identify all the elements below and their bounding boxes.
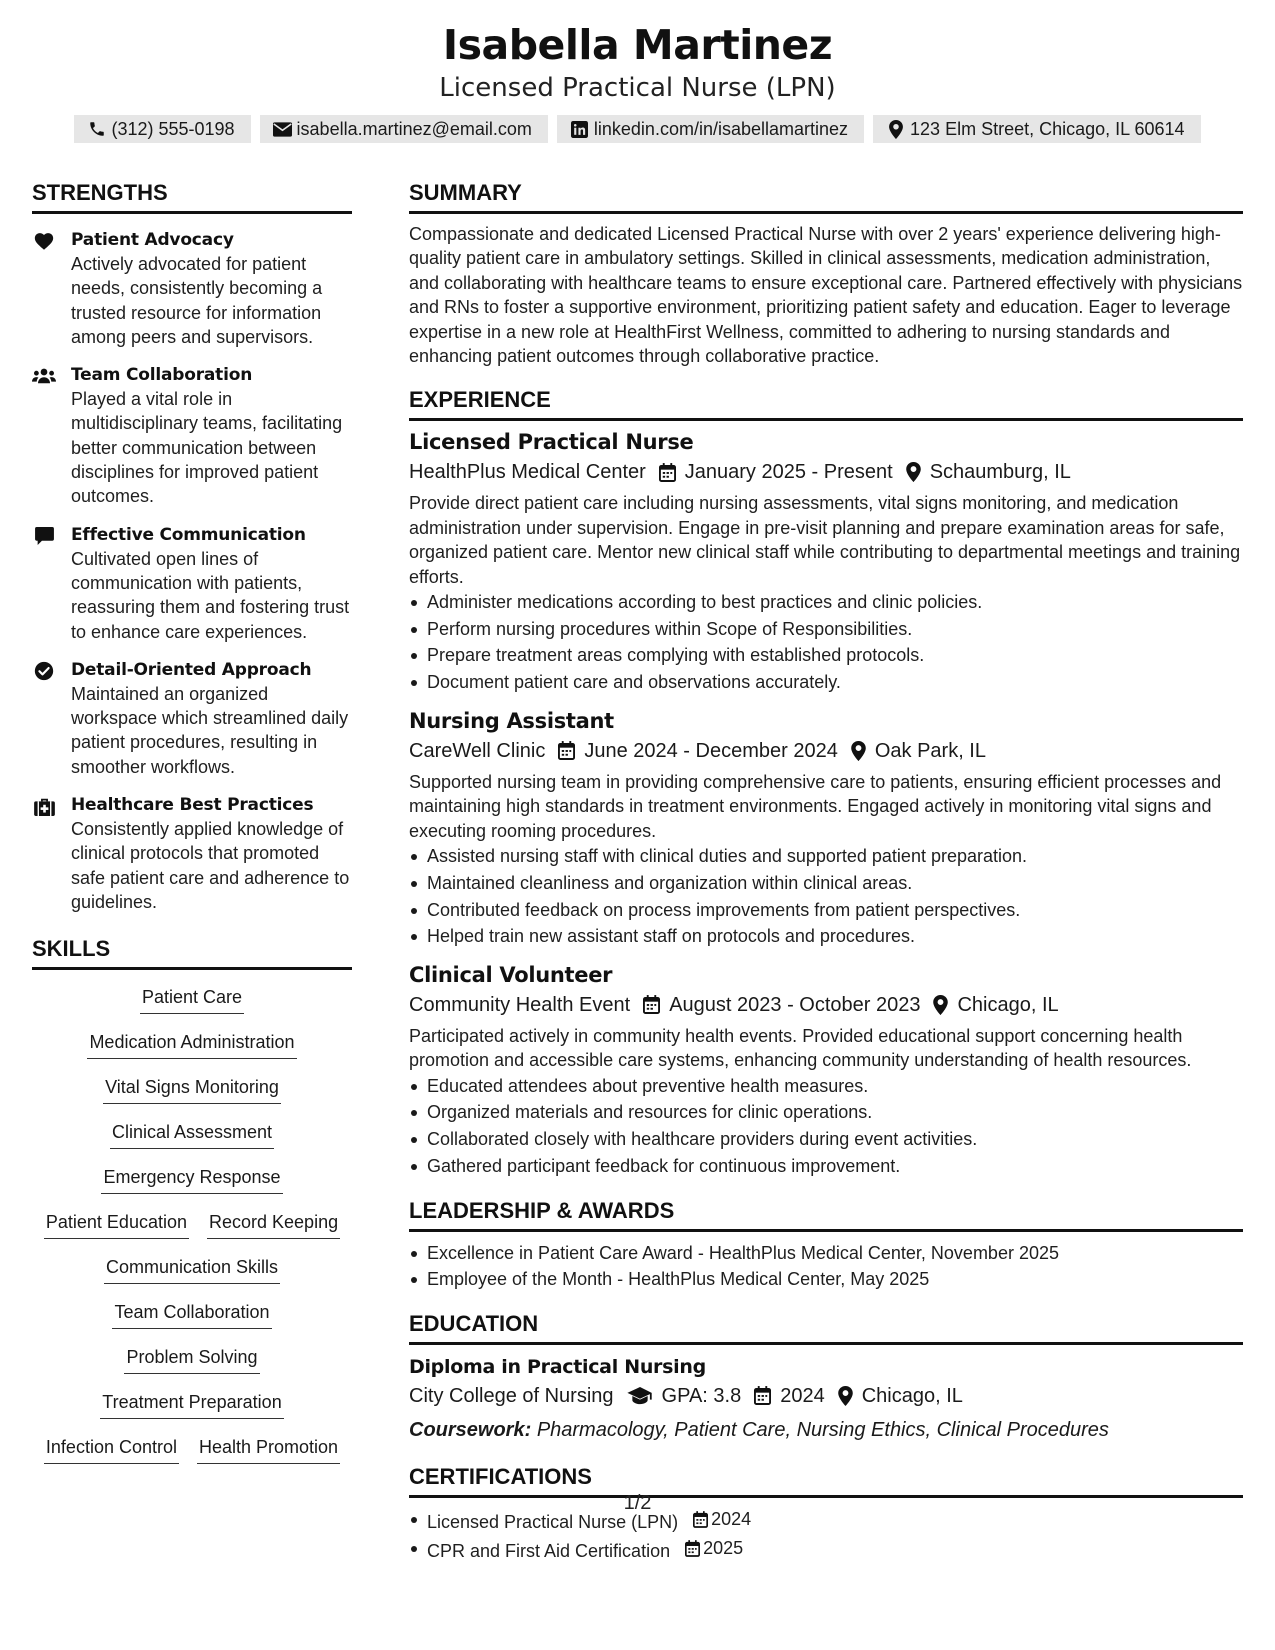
calendar-icon xyxy=(558,741,575,760)
contact-phone[interactable] xyxy=(74,115,250,143)
skill-tag: Communication Skills xyxy=(104,1254,280,1284)
leadership-item: Employee of the Month - HealthPlus Medical Center, May 2025 xyxy=(409,1266,1243,1293)
job-bullet: Administer medications according to best practices and clinic policies. xyxy=(409,589,1243,616)
map-pin-icon xyxy=(933,995,948,1015)
skill-tag: Health Promotion xyxy=(197,1434,340,1464)
skill-tag: Medication Administration xyxy=(87,1029,296,1059)
summary-text: Compassionate and dedicated Licensed Practical Nurse with over 2 years' experience delivering high-quality patient care in ambulatory settings. Skilled in clinical assessments, medication administration, and collaborating with healthcare teams to ensure exceptional care. Partnered effectively with physicians and RNs to foster a supportive environment, prioritizing patient safety and education. Eager to leverage expertise in a new role at HealthFirst Wellness, committed to adhering to nursing standards and enhancing patient outcomes through collaborative practice. xyxy=(409,224,1243,367)
certification-year: 2025 xyxy=(703,1538,744,1559)
contact-phone-text: (312) 555-0198 xyxy=(111,118,235,139)
skill-row xyxy=(32,1344,352,1389)
strength-desc: Played a vital role in multidisciplinary teams, facilitating better communication between disciplines for improved patient outcomes. xyxy=(71,389,343,507)
strength-item xyxy=(32,793,352,914)
skill-row xyxy=(32,1119,352,1164)
map-pin-icon xyxy=(851,741,866,761)
skill-tag: Vital Signs Monitoring xyxy=(103,1074,281,1104)
page-number: 1/2 xyxy=(623,1492,652,1514)
candidate-name: Isabella Martinez xyxy=(442,21,833,69)
job-description: Participated actively in community health events. Provided educational support concerning health promotion and accessible care systems, enhancing community understanding of health resources. xyxy=(409,1025,1192,1071)
company-name: HealthPlus Medical Center xyxy=(409,461,646,484)
skill-tag: Team Collaboration xyxy=(112,1299,271,1329)
job-meta xyxy=(409,736,1243,766)
skill-tag: Clinical Assessment xyxy=(110,1119,274,1149)
skill-tag: Patient Education xyxy=(44,1209,189,1239)
certifications-heading: CERTIFICATIONS xyxy=(409,1462,1243,1498)
strength-desc: Cultivated open lines of communication with patients, reassuring them and fostering trust to enhance care experiences. xyxy=(71,548,350,642)
medical-kit-icon xyxy=(32,796,56,816)
job-bullet: Assisted nursing staff with clinical duties and supported patient preparation. xyxy=(409,843,1243,870)
envelope-icon xyxy=(272,118,294,140)
strength-item xyxy=(32,363,352,508)
skill-tag: Emergency Response xyxy=(101,1164,282,1194)
skill-row xyxy=(32,1299,352,1344)
comment-icon xyxy=(32,526,56,546)
school-location: Chicago, IL xyxy=(861,1384,963,1407)
contact-bar xyxy=(0,115,1275,143)
company-name: CareWell Clinic xyxy=(409,739,546,762)
skill-row xyxy=(32,1164,352,1209)
certification-year: 2024 xyxy=(711,1508,752,1529)
experience-list xyxy=(409,427,1243,1179)
map-pin-icon xyxy=(885,118,907,140)
job-bullet: Prepare treatment areas complying with established protocols. xyxy=(409,642,1243,669)
skill-row xyxy=(32,984,352,1029)
contact-address[interactable] xyxy=(873,115,1201,143)
contact-linkedin-text: linkedin.com/in/isabellamartinez xyxy=(593,118,849,139)
job-description: Supported nursing team in providing comprehensive care to patients, ensuring efficient processes and maintaining high standards in treatment environments. Engaged actively in monitoring vital signs and executing rooming procedures. xyxy=(409,771,1222,841)
strength-title: Healthcare Best Practices xyxy=(71,795,314,816)
leadership-item: Excellence in Patient Care Award - HealthPlus Medical Center, November 2025 xyxy=(409,1240,1243,1267)
job-dates: June 2024 - December 2024 xyxy=(584,739,838,762)
certification-item xyxy=(409,1535,1243,1565)
job-bullet: Contributed feedback on process improvements from patient perspectives. xyxy=(409,897,1243,924)
education-heading: EDUCATION xyxy=(409,1309,1243,1345)
skill-tag: Problem Solving xyxy=(124,1344,259,1374)
graduation-cap-icon xyxy=(627,1387,653,1405)
strength-desc: Consistently applied knowledge of clinical protocols that promoted safe patient care and adherence to guidelines. xyxy=(71,819,350,912)
strength-item xyxy=(32,228,352,349)
candidate-role: Licensed Practical Nurse (LPN) xyxy=(439,73,836,103)
job-bullet: Helped train new assistant staff on protocols and procedures. xyxy=(409,923,1243,950)
job-meta xyxy=(409,990,1243,1020)
strength-item xyxy=(32,523,352,644)
job-entry xyxy=(409,706,1243,950)
job-entry xyxy=(409,427,1243,695)
job-title: Clinical Volunteer xyxy=(409,962,613,987)
contact-address-text: 123 Elm Street, Chicago, IL 60614 xyxy=(910,118,1185,139)
job-bullets xyxy=(409,843,1243,950)
job-entry xyxy=(409,960,1243,1180)
skills-heading: SKILLS xyxy=(32,934,352,970)
left-column xyxy=(32,178,352,1479)
strength-title: Patient Advocacy xyxy=(71,230,234,250)
calendar-icon xyxy=(754,1386,771,1405)
strength-desc: Actively advocated for patient needs, consistently becoming a trusted resource for information among peers and supervisors. xyxy=(71,254,323,347)
skill-row xyxy=(32,1209,352,1254)
job-bullets xyxy=(409,1073,1243,1180)
degree-title: Diploma in Practical Nursing xyxy=(409,1355,706,1378)
company-name: Community Health Event xyxy=(409,993,631,1016)
graduation-year: 2024 xyxy=(780,1384,825,1407)
job-bullet: Perform nursing procedures within Scope of Responsibilities. xyxy=(409,616,1243,643)
job-description: Provide direct patient care including nursing assessments, vital signs monitoring, and medication administration under supervision. Engage in pre-visit planning and prepare examination areas for safe, organized patient care. Mentor new clinical staff while contributing to departmental meetings and training efforts. xyxy=(409,493,1241,587)
coursework-label: Coursework: xyxy=(409,1418,532,1441)
certification-name: CPR and First Aid Certification xyxy=(427,1541,671,1562)
map-pin-icon xyxy=(906,462,921,482)
check-circle-icon xyxy=(32,661,56,681)
job-bullet: Maintained cleanliness and organization within clinical areas. xyxy=(409,870,1243,897)
skill-tag: Patient Care xyxy=(140,984,244,1014)
job-location: Oak Park, IL xyxy=(874,739,986,762)
job-title: Licensed Practical Nurse xyxy=(409,430,694,455)
skill-row xyxy=(32,1254,352,1299)
certification-name: Licensed Practical Nurse (LPN) xyxy=(427,1511,679,1532)
strength-title: Detail-Oriented Approach xyxy=(71,659,312,680)
contact-linkedin[interactable] xyxy=(557,115,864,143)
leadership-heading: LEADERSHIP & AWARDS xyxy=(409,1196,1243,1232)
summary-heading: SUMMARY xyxy=(409,178,1243,214)
skill-row xyxy=(32,1389,352,1434)
right-column xyxy=(409,178,1243,1565)
certification-date xyxy=(685,1535,743,1562)
job-location: Schaumburg, IL xyxy=(929,461,1071,484)
coursework xyxy=(409,1415,1243,1445)
calendar-icon xyxy=(643,995,660,1014)
job-bullet: Educated attendees about preventive health measures. xyxy=(409,1073,1243,1100)
heart-icon xyxy=(32,231,56,251)
job-bullet: Organized materials and resources for clinic operations. xyxy=(409,1099,1243,1126)
job-bullet: Document patient care and observations accurately. xyxy=(409,669,1243,696)
job-dates: January 2025 - Present xyxy=(684,461,893,484)
skills-list xyxy=(32,984,352,1479)
linkedin-icon xyxy=(569,118,591,140)
job-bullet: Gathered participant feedback for continuous improvement. xyxy=(409,1153,1243,1180)
job-bullet: Collaborated closely with healthcare providers during event activities. xyxy=(409,1126,1243,1153)
strengths-heading: STRENGTHS xyxy=(32,178,352,214)
education-meta xyxy=(409,1381,1243,1411)
job-title: Nursing Assistant xyxy=(409,708,614,733)
strength-title: Effective Communication xyxy=(71,524,306,545)
users-icon xyxy=(32,366,56,386)
resume-header xyxy=(0,18,1275,104)
calendar-icon xyxy=(685,1540,700,1557)
map-pin-icon xyxy=(838,1386,853,1406)
strength-title: Team Collaboration xyxy=(71,365,253,386)
experience-heading: EXPERIENCE xyxy=(409,385,1243,421)
skill-tag: Treatment Preparation xyxy=(100,1389,283,1419)
job-dates: August 2023 - October 2023 xyxy=(669,993,921,1016)
contact-email-text: isabella.martinez@email.com xyxy=(296,118,532,139)
leadership-list xyxy=(409,1240,1243,1293)
job-bullets xyxy=(409,589,1243,696)
strength-item xyxy=(32,658,352,779)
job-meta xyxy=(409,457,1243,487)
contact-email[interactable] xyxy=(260,115,548,143)
strength-desc: Maintained an organized workspace which streamlined daily patient procedures, resulting in smoother workflows. xyxy=(71,683,349,777)
coursework-list: Pharmacology, Patient Care, Nursing Ethics, Clinical Procedures xyxy=(536,1418,1109,1441)
job-location: Chicago, IL xyxy=(957,993,1059,1016)
gpa: GPA: 3.8 xyxy=(661,1384,742,1407)
skill-row xyxy=(32,1434,352,1479)
skill-row xyxy=(32,1029,352,1074)
skill-tag: Infection Control xyxy=(44,1434,179,1464)
school-name: City College of Nursing xyxy=(409,1384,614,1407)
calendar-icon xyxy=(659,463,676,482)
phone-icon xyxy=(86,118,108,140)
skill-row xyxy=(32,1074,352,1119)
skill-tag: Record Keeping xyxy=(207,1209,340,1239)
